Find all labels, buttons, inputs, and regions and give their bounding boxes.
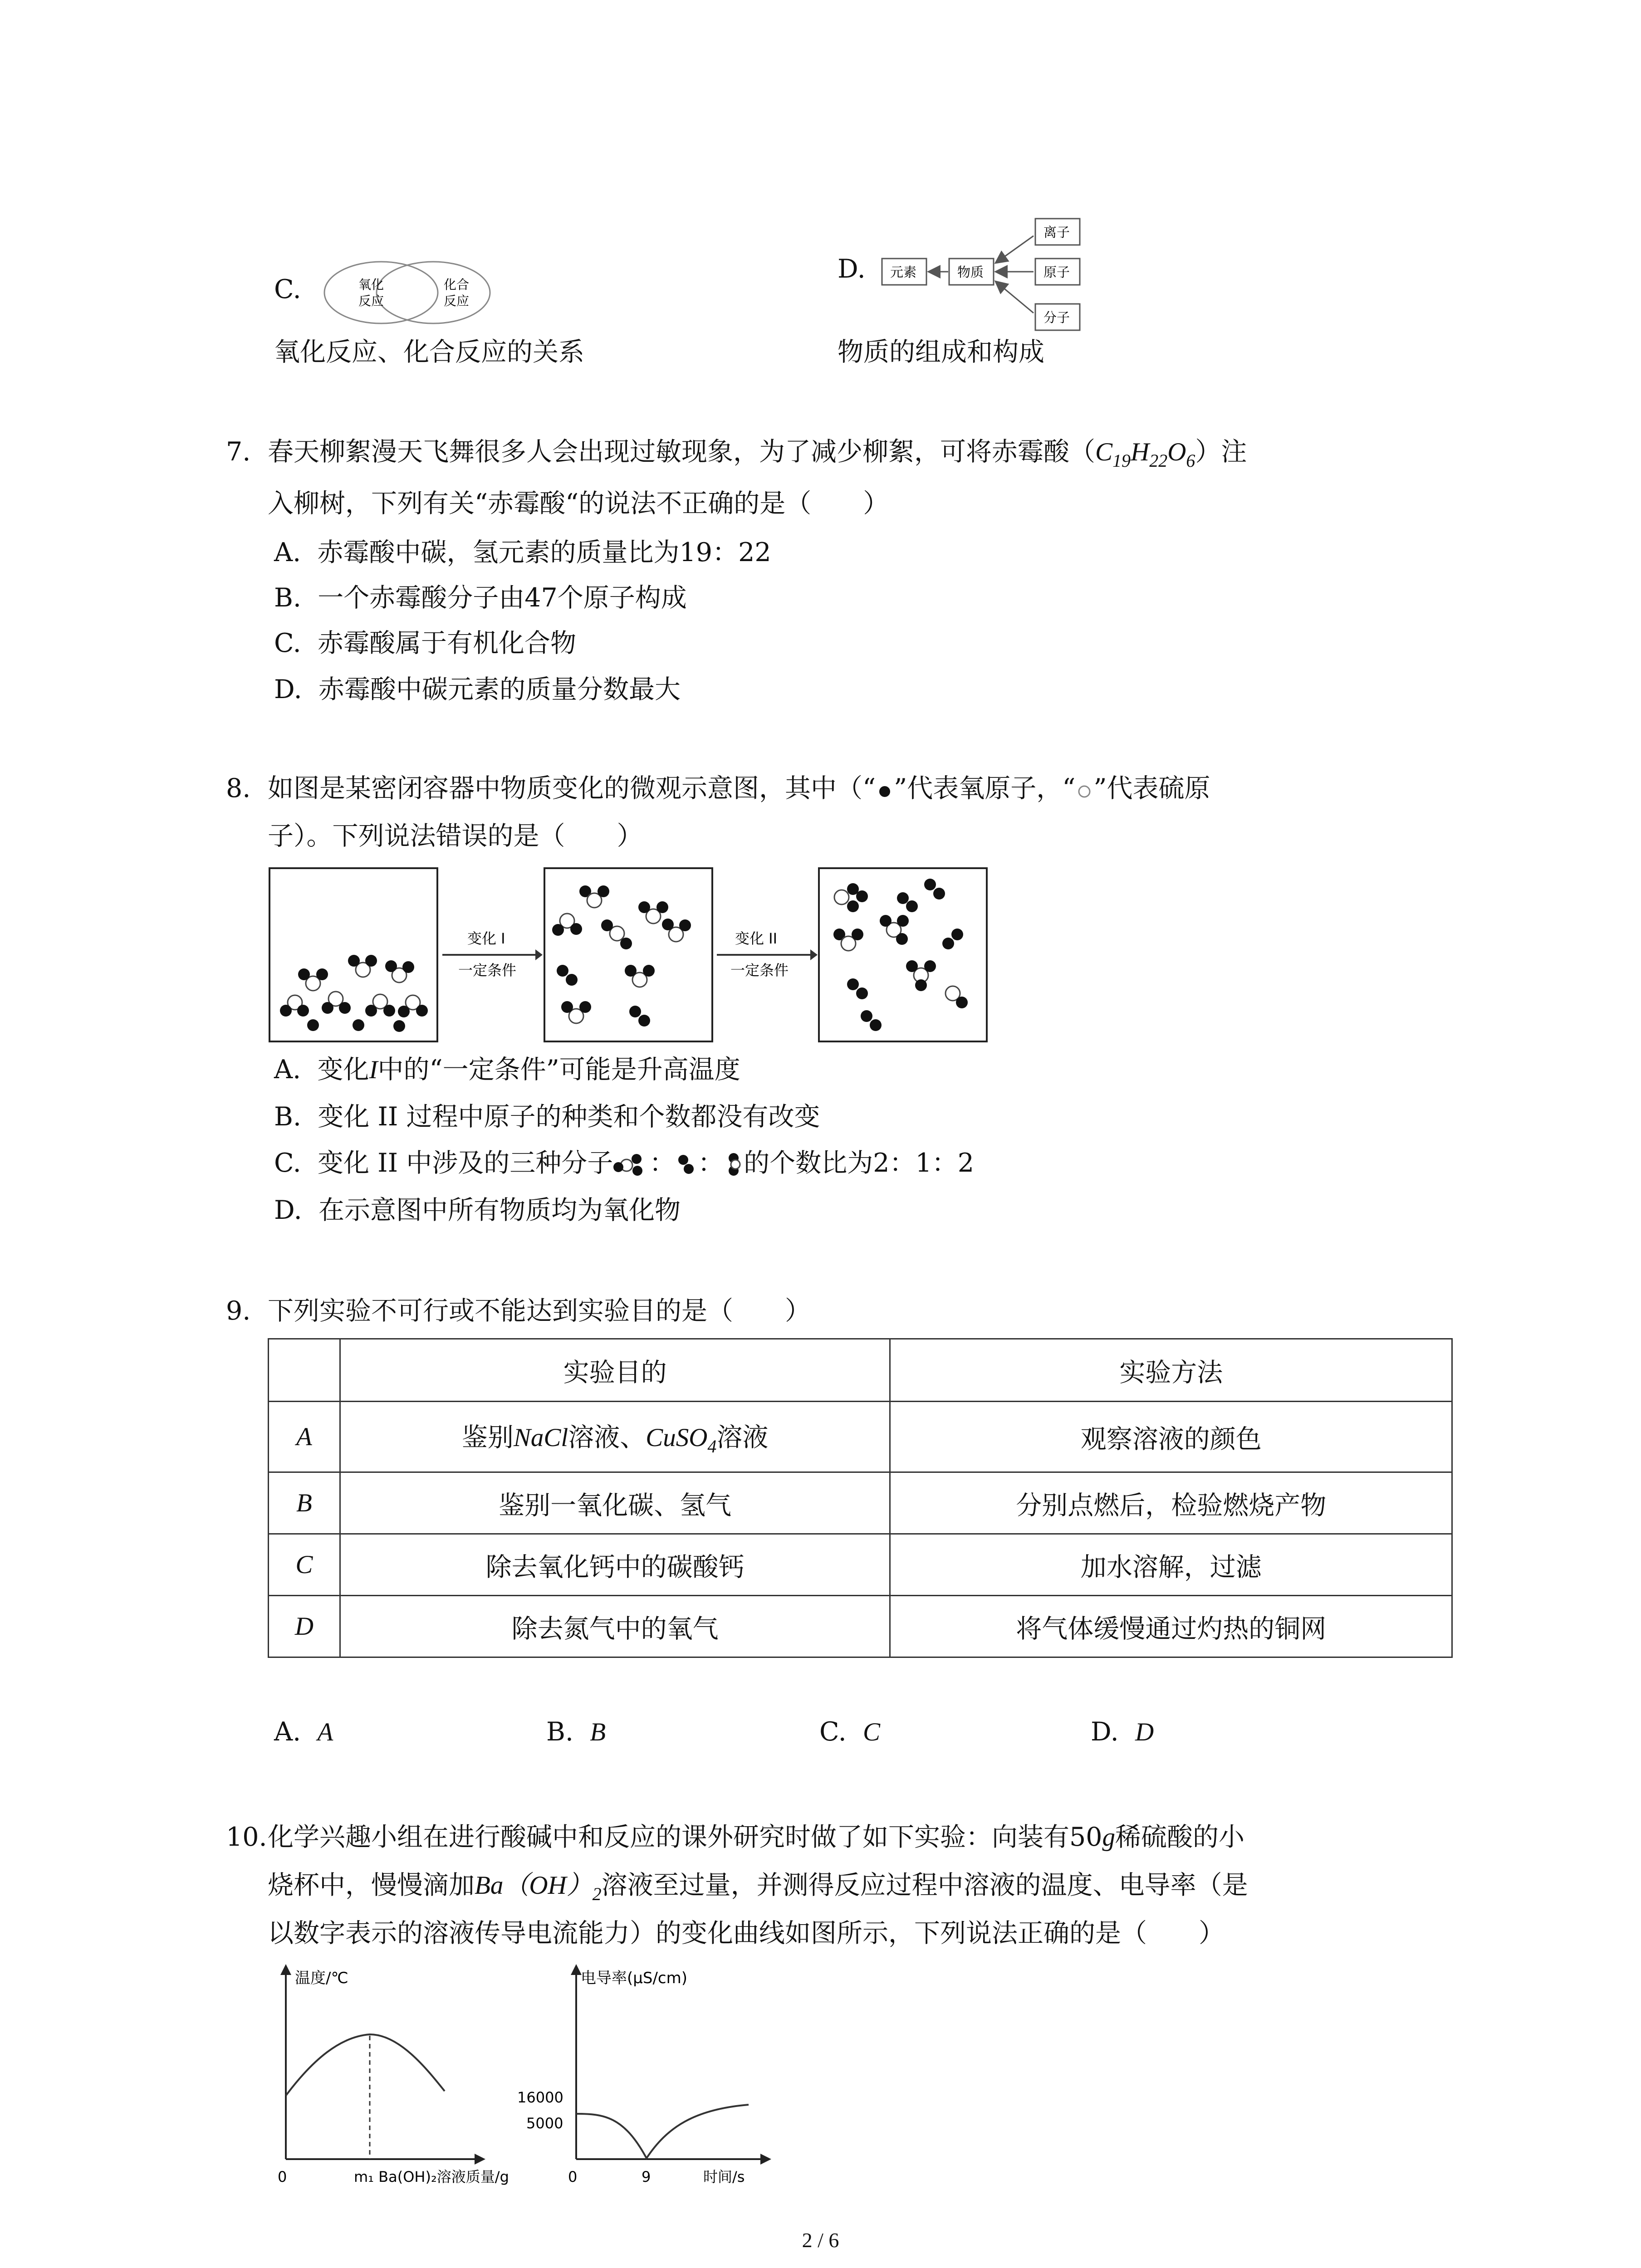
- d-elem: 元素: [890, 264, 917, 280]
- page-number: 2 / 6: [802, 2229, 839, 2252]
- q8-option-b[interactable]: B. 变化 II 过程中原子的种类和个数都没有改变: [274, 1102, 820, 1132]
- q9-choice-d[interactable]: D. D: [1091, 1717, 1154, 1747]
- row-method: 将气体缓慢通过灼热的铜网: [890, 1596, 1452, 1657]
- q10-line1: 化学兴趣小组在进行酸碱中和反应的课外研究时做了如下实验：向装有50g稀硫酸的小: [268, 1822, 1245, 1852]
- table-row: [269, 1534, 1452, 1596]
- venn-right-line1: 化合: [444, 277, 470, 292]
- header-cell: 实验目的: [340, 1339, 890, 1402]
- venn-left-line1: 氧化: [358, 277, 384, 292]
- matter-composition-diagram: [880, 213, 1093, 336]
- header-cell: 实验方法: [890, 1339, 1452, 1402]
- q6-c-caption: 氧化反应、化合反应的关系: [274, 337, 584, 367]
- arrow2-top: 变化 II: [735, 930, 778, 947]
- row-key: C: [269, 1534, 340, 1596]
- q9-table: [268, 1338, 1453, 1658]
- row-key: D: [269, 1596, 340, 1657]
- q7-line1: 春天柳絮漫天飞舞很多人会出现过敏现象，为了减少柳絮，可将赤霉酸$(C_{19}H_{22}O_6)$注: [268, 437, 1247, 471]
- table-header-row: [269, 1339, 1452, 1402]
- graph1-origin: 0: [278, 2168, 287, 2185]
- row-goal: 除去氮气中的氧气: [340, 1596, 890, 1657]
- row-key: A: [269, 1402, 340, 1472]
- row-key: B: [269, 1472, 340, 1534]
- q8-line2: 子）。下列说法错误的是（ ）: [268, 821, 643, 851]
- d-atom: 原子: [1043, 264, 1070, 280]
- o2-molecule-icon: [675, 1151, 698, 1178]
- sulfur-atom-icon: [1075, 782, 1093, 800]
- graph1-xlabel: m₁ Ba(OH)₂溶液质量/g: [354, 2168, 509, 2185]
- table-row: [269, 1596, 1452, 1657]
- graph2-origin: 0: [568, 2168, 578, 2185]
- arrow1-bottom: 一定条件: [458, 962, 517, 979]
- q9-choice-a[interactable]: A. A: [274, 1717, 333, 1747]
- row-goal: 鉴别NaCl溶液、CuSO$_4$溶液: [340, 1402, 890, 1472]
- q7-option-a[interactable]: A. 赤霉酸中碳，氢元素的质量比为19：22: [274, 538, 771, 567]
- q7-option-b[interactable]: B. 一个赤霉酸分子由47个原子构成: [274, 583, 687, 613]
- row-method: 分别点燃后，检验燃烧产物: [890, 1472, 1452, 1534]
- q10-line3: 以数字表示的溶液传导电流能力）的变化曲线如图所示，下列说法正确的是（ ）: [268, 1918, 1225, 1948]
- graph2-ylabel: 电导率(μS/cm): [581, 1969, 688, 1987]
- graph1-ylabel: 温度/℃: [295, 1969, 348, 1987]
- graph2-xlabel: 时间/s: [703, 2168, 745, 2185]
- q6-c-letter: C.: [274, 274, 301, 304]
- row-method: 观察溶液的颜色: [890, 1402, 1452, 1472]
- q8-option-c[interactable]: C. 变化 II 中涉及的三种分子 ： ： 的个数比为2：1：2: [274, 1148, 975, 1178]
- q8-option-a[interactable]: A. 变化I中的“一定条件”可能是升高温度: [274, 1055, 740, 1085]
- q7-option-d[interactable]: D. 赤霉酸中碳元素的质量分数最大: [274, 675, 681, 704]
- q8-number: 8.: [226, 773, 251, 803]
- graph2-xmin: 9: [642, 2168, 651, 2185]
- arrow1-top: 变化 I: [467, 930, 505, 947]
- temperature-graph: [268, 1960, 549, 2186]
- q8-option-d[interactable]: D. 在示意图中所有物质均为氧化物: [274, 1195, 681, 1225]
- venn-left-line2: 反应: [358, 293, 384, 308]
- oxygen-atom-icon: [876, 782, 894, 800]
- d-molecule: 分子: [1043, 310, 1070, 325]
- arrow2-bottom: 一定条件: [730, 962, 789, 979]
- q7-option-c[interactable]: C. 赤霉酸属于有机化合物: [274, 628, 576, 658]
- row-goal: 除去氧化钙中的碳酸钙: [340, 1534, 890, 1596]
- q6-d-caption: 物质的组成和构成: [838, 337, 1044, 367]
- q10-number: 10.: [226, 1822, 267, 1852]
- header-cell: [269, 1339, 340, 1402]
- table-row: [269, 1472, 1452, 1534]
- q8-line1: 如图是某密闭容器中物质变化的微观示意图，其中（“ ”代表氧原子，“ ”代表硫原: [268, 773, 1210, 803]
- q10-line2: 烧杯中，慢慢滴加$Ba(OH)_2$溶液至过量，并测得反应过程中溶液的温度、电导率（是: [268, 1870, 1248, 1904]
- so2-molecule-icon: [724, 1151, 744, 1178]
- q7-number: 7.: [226, 437, 251, 467]
- graph2-y1: 16000: [517, 2089, 563, 2106]
- d-ion: 离子: [1043, 225, 1070, 240]
- q6-d-letter: D.: [838, 254, 866, 284]
- graph2-y2: 5000: [526, 2115, 563, 2132]
- q9-stem: 下列实验不可行或不能达到实验目的是（ ）: [268, 1296, 811, 1326]
- row-goal: 鉴别一氧化碳、氢气: [340, 1472, 890, 1534]
- q9-choice-c[interactable]: C. C: [819, 1717, 880, 1747]
- reaction-diagram: [268, 866, 1007, 1048]
- d-matter: 物质: [957, 264, 984, 280]
- venn-diagram: [318, 256, 499, 329]
- conductivity-graph: [513, 1960, 794, 2186]
- so3-molecule-icon: [613, 1151, 649, 1178]
- q9-choice-b[interactable]: B. B: [546, 1717, 606, 1747]
- venn-right-line2: 反应: [444, 293, 470, 308]
- q9-number: 9.: [226, 1296, 251, 1326]
- table-row: [269, 1402, 1452, 1472]
- row-method: 加水溶解，过滤: [890, 1534, 1452, 1596]
- q7-line2: 入柳树，下列有关“赤霉酸“的说法不正确的是（ ）: [268, 489, 889, 518]
